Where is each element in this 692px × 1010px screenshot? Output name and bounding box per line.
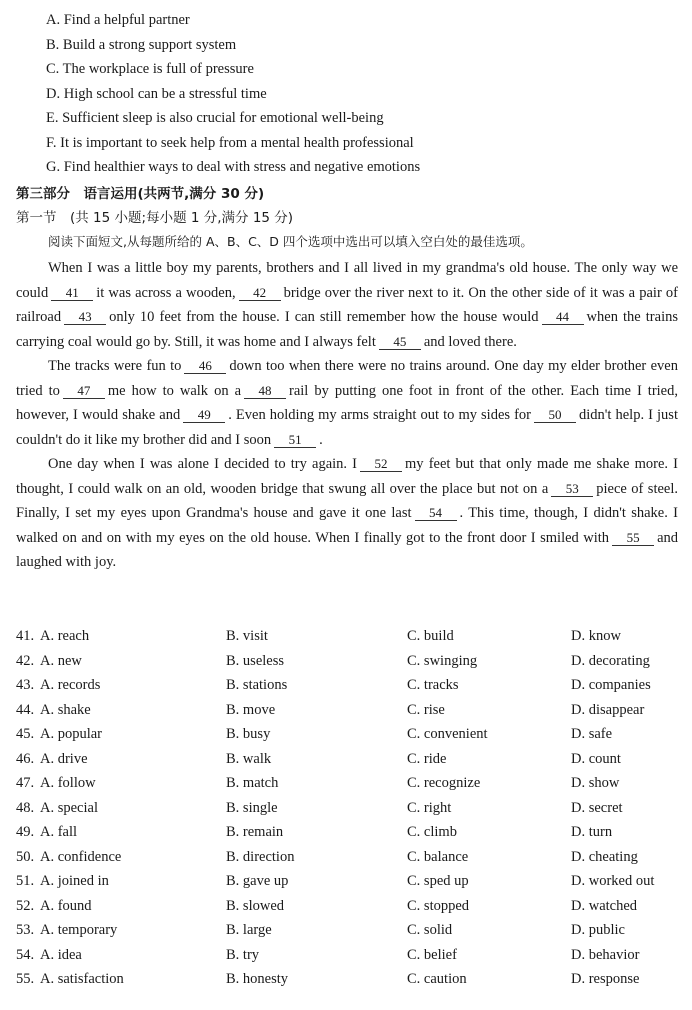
choice-a: A. satisfaction bbox=[40, 971, 124, 987]
choice-b: B. gave up bbox=[226, 873, 289, 889]
blank-52: 52 bbox=[360, 456, 402, 472]
blank-43: 43 bbox=[64, 309, 106, 325]
choice-a: A. joined in bbox=[40, 873, 109, 889]
choice-d: D. count bbox=[571, 750, 621, 767]
choice-b: B. walk bbox=[226, 750, 272, 767]
choice-d: D. secret bbox=[571, 799, 623, 816]
choice-a: A. special bbox=[40, 799, 98, 816]
choice-c: C. recognize bbox=[407, 775, 481, 791]
passage-text: and loved there. bbox=[423, 333, 517, 350]
choice-d: D. disappear bbox=[571, 701, 645, 718]
passage-text: didn't help. I just couldn't do it like my brother did and I soon bbox=[16, 407, 678, 448]
paragraph-2 bbox=[16, 354, 678, 452]
choice-b: B. remain bbox=[226, 824, 284, 840]
blank-45: 45 bbox=[379, 334, 421, 350]
choice-c: C. caution bbox=[407, 971, 467, 987]
choice-b: B. move bbox=[226, 701, 276, 718]
paragraph-3 bbox=[16, 452, 678, 575]
choice-b: B. stations bbox=[226, 677, 288, 693]
cloze-passage bbox=[16, 256, 678, 575]
choice-c: C. solid bbox=[407, 922, 453, 938]
choice-b: B. slowed bbox=[226, 897, 284, 914]
part-heading: 第三部分 语言运用(共两节,满分 30 分) bbox=[16, 186, 265, 202]
choice-d: D. show bbox=[571, 775, 620, 791]
question-number: 41. bbox=[16, 628, 35, 644]
choice-c: C. stopped bbox=[407, 897, 470, 914]
choice-a: A. shake bbox=[40, 701, 91, 718]
blank-47: 47 bbox=[63, 383, 105, 399]
choice-a: A. found bbox=[40, 897, 92, 914]
question-number: 55. bbox=[16, 971, 35, 987]
option-f: F. It is important to seek help from a mental health professional bbox=[46, 134, 414, 151]
question-row bbox=[16, 624, 686, 649]
choice-c: C. rise bbox=[407, 701, 445, 718]
question-number: 43. bbox=[16, 677, 35, 693]
passage-text: my feet but that only made me shake more. I thought, I could walk on an old, wooden bridge that swung all over the place but not on a bbox=[16, 456, 678, 497]
passage-text: when the trains carrying coal would go by. Still, it was home and I always felt bbox=[16, 309, 678, 350]
choice-c: C. convenient bbox=[407, 726, 488, 742]
question-row bbox=[16, 845, 686, 870]
question-number: 48. bbox=[16, 799, 35, 816]
option-list bbox=[46, 8, 420, 180]
question-number: 50. bbox=[16, 848, 35, 865]
question-row bbox=[16, 869, 686, 894]
choice-b: B. large bbox=[226, 922, 272, 938]
choice-d: D. worked out bbox=[571, 873, 655, 889]
choice-c: C. right bbox=[407, 799, 452, 816]
question-number: 49. bbox=[16, 824, 35, 840]
blank-54: 54 bbox=[415, 505, 457, 521]
blank-49: 49 bbox=[183, 407, 225, 423]
passage-text: When I was a little boy my parents, brothers and I all lived in my grandma's old house. The only way we could bbox=[16, 260, 678, 301]
passage-text: . Even holding my arms straight out to my sides for bbox=[228, 407, 532, 423]
answer-choices bbox=[16, 624, 686, 992]
blank-53: 53 bbox=[551, 481, 593, 497]
passage-text: One day when I was alone I decided to try again. I bbox=[48, 456, 358, 472]
choice-c: C. build bbox=[407, 628, 454, 644]
option-d: D. High school can be a stressful time bbox=[46, 85, 267, 102]
choice-a: A. fall bbox=[40, 824, 78, 840]
paragraph-1 bbox=[16, 256, 678, 354]
choice-a: A. temporary bbox=[40, 922, 118, 938]
choice-b: B. try bbox=[226, 946, 260, 963]
blank-51: 51 bbox=[274, 432, 316, 448]
question-number: 53. bbox=[16, 922, 35, 938]
option-g: G. Find healthier ways to deal with stress and negative emotions bbox=[46, 159, 421, 175]
question-row bbox=[16, 747, 686, 772]
option-c: C. The workplace is full of pressure bbox=[46, 61, 254, 77]
choice-c: C. ride bbox=[407, 750, 447, 767]
choice-a: A. idea bbox=[40, 946, 82, 963]
passage-text: The tracks were fun to bbox=[48, 358, 182, 374]
instruction: 阅读下面短文,从每题所给的 A、B、C、D 四个选项中选出可以填入空白处的最佳选项。 bbox=[48, 234, 533, 249]
choice-d: D. safe bbox=[571, 726, 613, 742]
question-row bbox=[16, 796, 686, 821]
blank-42: 42 bbox=[239, 285, 281, 301]
choice-a: A. confidence bbox=[40, 848, 122, 865]
choice-b: B. visit bbox=[226, 628, 268, 644]
choice-d: D. response bbox=[571, 971, 640, 987]
choice-a: A. drive bbox=[40, 750, 88, 767]
choice-b: B. direction bbox=[226, 848, 295, 865]
choice-c: C. balance bbox=[407, 848, 469, 865]
passage-text: me how to walk on a bbox=[107, 382, 242, 399]
blank-48: 48 bbox=[244, 383, 286, 399]
passage-text: bridge over the river next to it. On the other side of it was a pair of railroad bbox=[16, 284, 678, 325]
question-row bbox=[16, 820, 686, 845]
question-row bbox=[16, 698, 686, 723]
choice-c: C. swinging bbox=[407, 652, 478, 669]
choice-d: D. know bbox=[571, 628, 621, 644]
blank-55: 55 bbox=[612, 530, 654, 546]
choice-c: C. belief bbox=[407, 946, 457, 963]
choice-d: D. public bbox=[571, 922, 625, 938]
blank-50: 50 bbox=[534, 407, 576, 423]
choice-b: B. match bbox=[226, 775, 279, 791]
choice-d: D. behavior bbox=[571, 946, 640, 963]
blank-46: 46 bbox=[184, 358, 226, 374]
question-number: 44. bbox=[16, 701, 35, 718]
choice-b: B. honesty bbox=[226, 971, 289, 987]
option-e: E. Sufficient sleep is also crucial for emotional well-being bbox=[46, 110, 384, 126]
choice-b: B. busy bbox=[226, 726, 271, 742]
passage-text: it was across a wooden, bbox=[96, 284, 236, 301]
option-a: A. Find a helpful partner bbox=[46, 12, 190, 28]
question-number: 47. bbox=[16, 775, 35, 791]
passage-text: and laughed with joy. bbox=[16, 529, 678, 570]
passage-text: . This time, though, I didn't shake. I walked on and on with my eyes on the old house. When I finally got to the front door I smiled with bbox=[16, 505, 679, 546]
passage-text: piece of steel. Finally, I set my eyes upon Grandma's house and gave it one last bbox=[16, 480, 678, 521]
choice-a: A. popular bbox=[40, 726, 103, 742]
choice-a: A. follow bbox=[40, 775, 96, 791]
question-row bbox=[16, 649, 686, 674]
question-row bbox=[16, 673, 686, 698]
choice-d: D. watched bbox=[571, 897, 638, 914]
choice-d: D. companies bbox=[571, 677, 651, 693]
question-row bbox=[16, 894, 686, 919]
choice-c: C. sped up bbox=[407, 873, 469, 889]
option-b: B. Build a strong support system bbox=[46, 36, 237, 53]
passage-text: rail by putting one foot in front of the other. Each time I tried, however, I would shake and bbox=[16, 382, 678, 423]
passage-text: . bbox=[319, 431, 323, 448]
blank-44: 44 bbox=[542, 309, 584, 325]
question-row bbox=[16, 967, 686, 992]
choice-c: C. climb bbox=[407, 824, 457, 840]
question-row bbox=[16, 771, 686, 796]
choice-b: B. single bbox=[226, 799, 278, 816]
section-heading: 第一节 (共 15 小题;每小题 1 分,满分 15 分) bbox=[16, 210, 294, 226]
choice-d: D. decorating bbox=[571, 652, 650, 669]
question-row bbox=[16, 722, 686, 747]
choice-d: D. cheating bbox=[571, 848, 638, 865]
passage-text: down too when there were no trains around. One day my elder brother even tried to bbox=[16, 358, 678, 399]
question-number: 42. bbox=[16, 652, 35, 669]
choice-a: A. new bbox=[40, 652, 82, 669]
passage-text: only 10 feet from the house. I can still remember how the house would bbox=[109, 309, 539, 325]
choice-a: A. records bbox=[40, 677, 101, 693]
choice-c: C. tracks bbox=[407, 677, 459, 693]
choice-d: D. turn bbox=[571, 824, 613, 840]
question-row bbox=[16, 943, 686, 968]
question-number: 54. bbox=[16, 946, 35, 963]
choice-a: A. reach bbox=[40, 628, 90, 644]
question-row bbox=[16, 918, 686, 943]
question-number: 52. bbox=[16, 897, 35, 914]
question-number: 51. bbox=[16, 873, 35, 889]
question-number: 46. bbox=[16, 750, 35, 767]
blank-41: 41 bbox=[51, 285, 93, 301]
question-number: 45. bbox=[16, 726, 35, 742]
choice-b: B. useless bbox=[226, 652, 284, 669]
